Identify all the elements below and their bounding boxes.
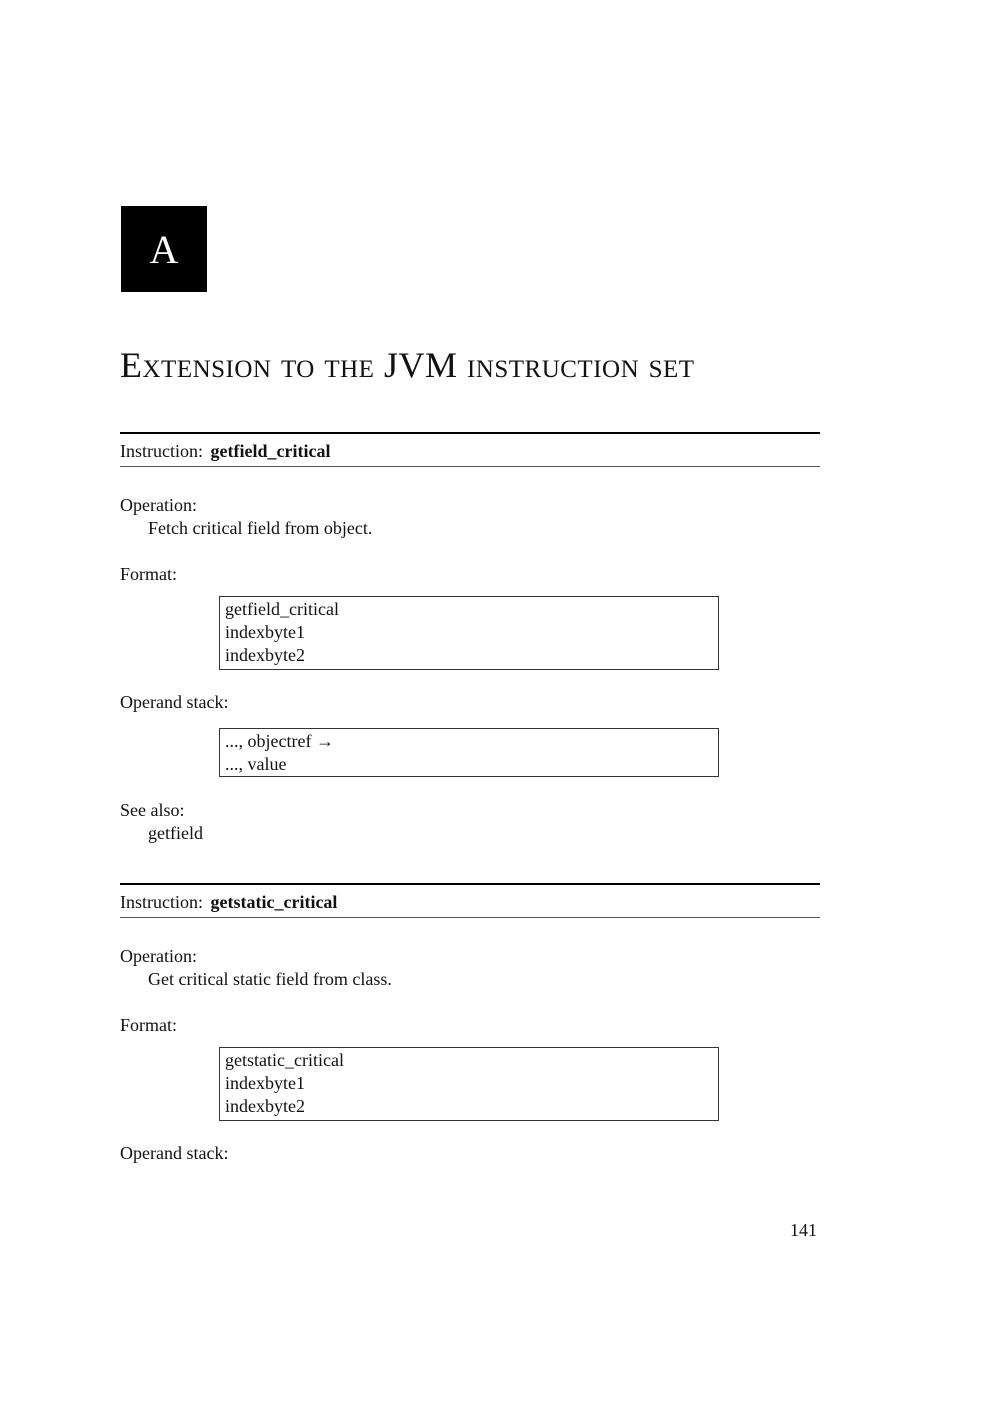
instruction-name: getfield_critical — [210, 441, 331, 461]
operand-stack-line: ..., value — [225, 754, 287, 774]
instruction-name: getstatic_critical — [210, 892, 338, 912]
see-also-label: See also: — [120, 800, 185, 820]
format-label: Format: — [120, 564, 177, 584]
operand-stack-box — [219, 728, 719, 777]
instruction-label: Instruction: — [120, 892, 203, 912]
operation-label: Operation: — [120, 946, 197, 966]
see-also-text: getfield — [148, 823, 203, 843]
instruction-header — [120, 432, 820, 467]
format-line: indexbyte2 — [225, 645, 305, 665]
instruction-section-getfield-critical — [120, 432, 820, 843]
chapter-letter-box — [121, 206, 207, 292]
operation-label: Operation: — [120, 495, 197, 515]
operand-stack-label: Operand stack: — [120, 692, 229, 712]
format-line: indexbyte1 — [225, 1073, 305, 1093]
format-line: getstatic_critical — [225, 1050, 344, 1070]
operand-stack-line: ..., objectref → — [225, 731, 334, 751]
format-label: Format: — [120, 1015, 177, 1035]
format-box — [219, 1047, 719, 1121]
operation-text: Fetch critical field from object. — [148, 518, 373, 538]
page-number: 141 — [790, 1220, 817, 1240]
format-box — [219, 596, 719, 670]
operand-stack-label: Operand stack: — [120, 1143, 229, 1163]
operation-text: Get critical static field from class. — [148, 969, 392, 989]
instruction-header — [120, 883, 820, 918]
format-line: indexbyte1 — [225, 622, 305, 642]
chapter-letter: A — [149, 226, 179, 272]
format-line: getfield_critical — [225, 599, 339, 619]
chapter-title: Extension to the JVM instruction set — [120, 345, 695, 385]
format-line: indexbyte2 — [225, 1096, 305, 1116]
instruction-section-getstatic-critical — [120, 883, 820, 1163]
instruction-label: Instruction: — [120, 441, 203, 461]
